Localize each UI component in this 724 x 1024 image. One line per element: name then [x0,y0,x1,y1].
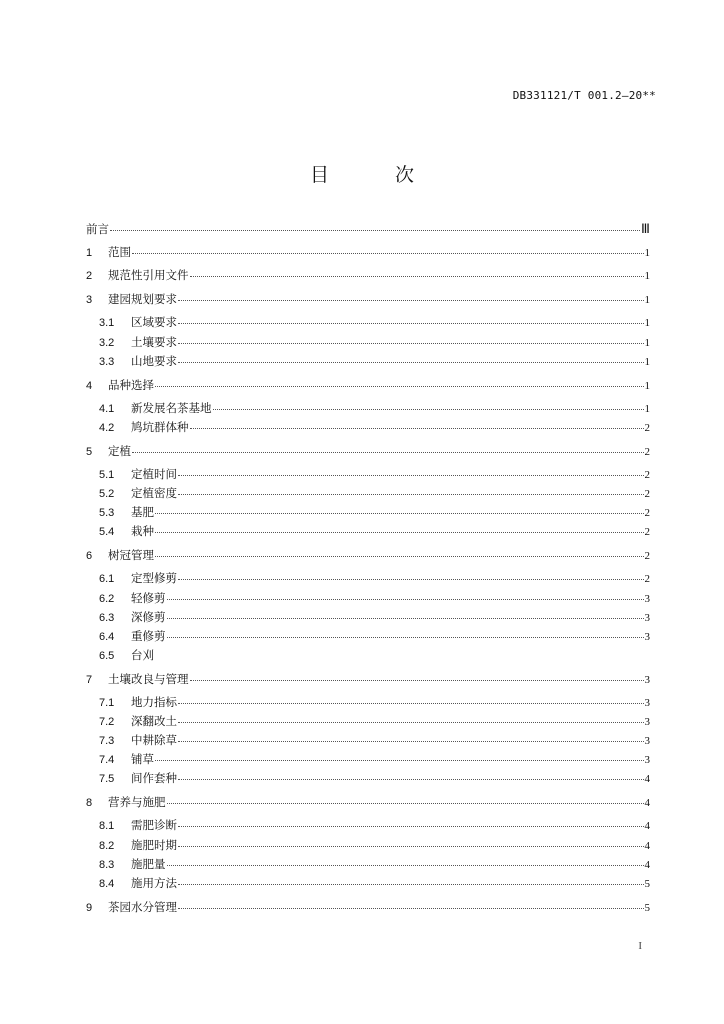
toc-entry-number: 6.5 [99,650,115,662]
toc-entry-number: 5.3 [99,507,115,519]
toc-dot-leader [167,617,644,619]
toc-subentry[interactable] [99,522,650,540]
toc-entry-page-number: 4 [644,840,650,852]
toc-entry[interactable] [86,266,650,284]
toc-entry-label: 铺草 [131,752,154,766]
toc-entry-page-number: 1 [644,337,650,349]
toc-entry[interactable] [86,243,650,261]
toc-entry-page-number: 2 [644,573,650,585]
toc-entry-page-number: 3 [644,716,650,728]
toc-subentry[interactable] [99,465,650,483]
toc-entry-number: 7.5 [99,773,115,785]
toc-entry-page-number: 3 [644,612,650,624]
toc-entry-number: 6.1 [99,573,115,585]
toc-entry-page-number: 2 [644,469,650,481]
toc-dot-leader [110,229,640,231]
toc-entry-label: 茶园水分管理 [108,900,177,914]
toc-entry-page-number: Ⅲ [641,221,650,236]
toc-dot-leader [178,474,644,476]
toc-entry-number: 7.4 [99,754,115,766]
toc-entry-number: 7.1 [99,697,115,709]
toc-entry[interactable] [86,220,650,238]
toc-subentry[interactable] [99,712,650,730]
toc-entry-label: 树冠管理 [108,548,154,562]
toc-subentry[interactable] [99,769,650,787]
toc-dot-leader [155,531,644,533]
toc-entry-label: 定植密度 [131,486,177,500]
toc-subentry[interactable] [99,333,650,351]
toc-dot-leader [178,361,644,363]
toc-entry-page-number: 2 [644,422,650,434]
toc-entry[interactable] [86,898,650,916]
toc-entry-label: 深翻改土 [131,714,177,728]
toc-subentry[interactable] [99,646,650,664]
toc-dot-leader [190,275,644,277]
toc-subentry[interactable] [99,816,650,834]
toc-entry-page-number: 1 [644,317,650,329]
toc-entry-page-number: 2 [644,550,650,562]
toc-dot-leader [178,825,644,827]
toc-entry-page-number: 1 [644,270,650,282]
toc-subentry[interactable] [99,627,650,645]
toc-dot-leader [178,907,644,909]
toc-entry-number: 8.3 [99,859,115,871]
toc-entry-page-number: 1 [644,294,650,306]
toc-entry-number: 3.2 [99,337,115,349]
toc-entry-label: 深修剪 [131,610,166,624]
toc-entry-label: 定植 [108,444,131,458]
toc-entry-label: 中耕除草 [131,733,177,747]
toc-entry-label: 新发展名茶基地 [131,401,212,415]
toc-dot-leader [167,598,644,600]
toc-entry-number: 6.4 [99,631,115,643]
toc-entry-page-number: 4 [644,820,650,832]
toc-subentry[interactable] [99,836,650,854]
toc-dot-leader [178,740,644,742]
toc-subentry[interactable] [99,693,650,711]
toc-entry-page-number: 1 [644,247,650,259]
toc-subentry[interactable] [99,589,650,607]
toc-entry-label: 定型修剪 [131,571,177,585]
toc-dot-leader [178,778,644,780]
toc-dot-leader [155,512,644,514]
toc-entry-number: 8.2 [99,840,115,852]
toc-entry-label: 前言 [86,222,109,236]
toc-entry[interactable] [86,290,650,308]
toc-entry-label: 需肥诊断 [131,818,177,832]
toc-entry-number: 4 [86,380,93,392]
toc-entry-number: 1 [86,247,93,259]
toc-dot-leader [178,342,644,344]
toc-entry-number: 4.1 [99,403,115,415]
toc-entry-page-number: 3 [644,735,650,747]
toc-subentry[interactable] [99,399,650,417]
toc-subentry[interactable] [99,313,650,331]
toc-dot-leader [178,702,644,704]
toc-subentry[interactable] [99,503,650,521]
toc-entry-number: 5.4 [99,526,115,538]
toc-subentry[interactable] [99,874,650,892]
toc-entry[interactable] [86,670,650,688]
toc-dot-leader [155,759,644,761]
toc-entry-page-number: 1 [644,356,650,368]
toc-entry-number: 7.2 [99,716,115,728]
toc-dot-leader [178,845,644,847]
toc-entry[interactable] [86,376,650,394]
toc-entry[interactable] [86,793,650,811]
toc-entry[interactable] [86,442,650,460]
toc-entry-label: 区域要求 [131,315,177,329]
toc-entry-label: 地力指标 [131,695,177,709]
toc-entry-page-number: 2 [644,488,650,500]
toc-entry-number: 6.2 [99,593,115,605]
toc-entry-page-number: 2 [644,526,650,538]
toc-entry-number: 5.1 [99,469,115,481]
toc-entry-number: 8 [86,797,93,809]
toc-entry-label: 建园规划要求 [108,292,177,306]
toc-dot-leader [155,656,649,657]
toc-entry-page-number: 4 [644,797,650,809]
toc-entry-label: 栽种 [131,524,154,538]
toc-entry-page-number: 4 [644,859,650,871]
toc-subentry[interactable] [99,418,650,436]
toc-entry-label: 山地要求 [131,354,177,368]
toc-entry-label: 施肥量 [131,857,166,871]
toc-dot-leader [178,493,644,495]
toc-entry-label: 间作套种 [131,771,177,785]
toc-entry-page-number: 3 [644,593,650,605]
toc-entry-label: 规范性引用文件 [108,268,189,282]
toc-dot-leader [178,322,644,324]
toc-entry-page-number: 4 [644,773,650,785]
toc-subentry[interactable] [99,731,650,749]
toc-dot-leader [167,802,644,804]
toc-title: 目 次 [309,164,445,186]
toc-entry-label: 定植时间 [131,467,177,481]
toc-entry-label: 土壤改良与管理 [108,672,189,686]
toc-entry-label: 范围 [108,245,131,259]
toc-subentry[interactable] [99,855,650,873]
toc-entry-page-number: 3 [644,754,650,766]
toc-entry-page-number: 1 [644,380,650,392]
toc-entry-page-number: 3 [644,631,650,643]
toc-entry-number: 9 [86,902,93,914]
toc-dot-leader [190,427,644,429]
toc-entry-page-number: 3 [644,697,650,709]
page-number: I [638,940,642,952]
toc-entry-label: 鸠坑群体种 [131,420,189,434]
toc-subentry[interactable] [99,750,650,768]
toc-entry-label: 施用方法 [131,876,177,890]
toc-entry-page-number: 3 [644,674,650,686]
toc-subentry[interactable] [99,569,650,587]
toc-dot-leader [132,252,644,254]
toc-entry-label: 基肥 [131,505,154,519]
toc-entry-number: 8.4 [99,878,115,890]
toc-entry-number: 8.1 [99,820,115,832]
toc-entry-number: 4.2 [99,422,115,434]
toc-dot-leader [132,451,644,453]
toc-entry-page-number: 5 [644,878,650,890]
toc-entry-number: 7.3 [99,735,115,747]
toc-entry-number: 6.3 [99,612,115,624]
toc-dot-leader [155,555,644,557]
toc-entry-label: 重修剪 [131,629,166,643]
toc-dot-leader [213,408,644,410]
toc-entry-number: 5 [86,446,93,458]
toc-entry-label: 营养与施肥 [108,795,166,809]
toc-entry-number: 3.1 [99,317,115,329]
toc-entry-page-number: 5 [644,902,650,914]
toc-entry-number: 6 [86,550,93,562]
toc-subentry[interactable] [99,608,650,626]
toc-entry-label: 施肥时期 [131,838,177,852]
toc-dot-leader [167,864,644,866]
toc-entry-page-number: 2 [644,446,650,458]
toc-entry-label: 轻修剪 [131,591,166,605]
toc-entry-number: 5.2 [99,488,115,500]
toc-dot-leader [178,883,644,885]
toc-entry-page-number: 2 [644,507,650,519]
toc-entry-number: 3.3 [99,356,115,368]
toc-subentry[interactable] [99,352,650,370]
toc-dot-leader [167,636,644,638]
toc-dot-leader [155,385,644,387]
toc-entry-number: 2 [86,270,93,282]
toc-dot-leader [178,721,644,723]
toc-entry-label: 土壤要求 [131,335,177,349]
toc-entry-page-number: 1 [644,403,650,415]
toc-entry[interactable] [86,546,650,564]
toc-dot-leader [178,299,644,301]
toc-entry-number: 3 [86,294,93,306]
toc-dot-leader [178,578,644,580]
toc-entry-label: 台刈 [131,648,154,662]
toc-entry-label: 品种选择 [108,378,154,392]
toc-subentry[interactable] [99,484,650,502]
toc-entry-number: 7 [86,674,93,686]
toc-dot-leader [190,679,644,681]
document-code: DB331121/T 001.2—20** [512,89,656,102]
